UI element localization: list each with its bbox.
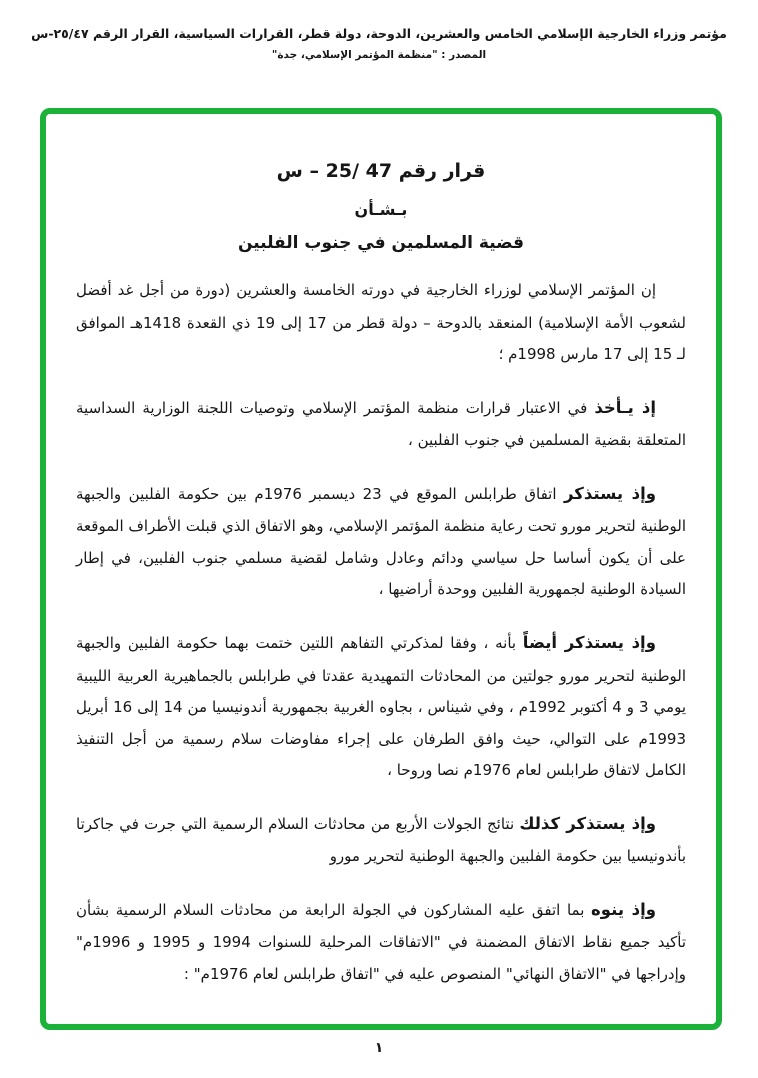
clause-text-5: نتائج الجولات الأربع من محادثات السلام الرسمية التي جرت في جاكرتا بأندونيسيا بين حكومة الفلبين والجبهة الوطنية لتحرير مورو [76, 814, 686, 866]
header-source-line: مؤتمر وزراء الخارجية الإسلامي الخامس والعشرين، الدوحة، دولة قطر، القرارات السياسية، القرار الرقم ٢٥/٤٧-س [31, 26, 727, 41]
clause-lead-6: وإذ ينوه [591, 899, 656, 919]
header-publisher-line: المصدر : "منظمة المؤتمر الإسلامي، جدة" [271, 49, 487, 61]
resolution-title-suffix: – س [276, 160, 320, 182]
paragraph-clause-2 [76, 391, 686, 457]
document-header [0, 0, 758, 61]
paragraph-clause-6 [76, 893, 686, 991]
document-body [46, 114, 716, 990]
resolution-number: 25/ 47 [325, 160, 393, 182]
resolution-title-prefix: قرار رقم [398, 160, 486, 182]
resolution-title [76, 160, 686, 182]
clause-text-1: إن المؤتمر الإسلامي لوزراء الخارجية في دورته الخامسة والعشرين (دورة من أجل غد أفضل لشعوب الأمة الإسلامية) المنعقد بالدوحة – دولة قطر من 17 إلى 19 ذي القعدة 1418هـ الموافق لـ 15 إلى 17 مارس 1998م ؛ [76, 281, 686, 364]
clause-lead-4: وإذ يستذكر أيضاً [522, 632, 656, 652]
paragraph-clause-4 [76, 626, 686, 787]
clause-lead-5: وإذ يستذكر كذلك [519, 813, 656, 833]
clause-lead-2: إذ يـأخذ [594, 397, 656, 417]
clause-text-6: بما اتفق عليه المشاركون في الجولة الرابعة من محادثات السلام الرسمية بشأن تأكيد جميع نقاط الاتفاق المضمنة في "الاتفاقات المرحلية للسنوات 1994 و 1995 و 1996م" وإدراجها في "الاتفاق النهائي" المنصوص عليه في "اتفاق طرابلس لعام 1976م" : [76, 900, 686, 983]
resolution-regarding-label: بـشـأن [354, 200, 408, 219]
paragraph-clause-3 [76, 477, 686, 606]
document-border-frame [40, 108, 722, 1030]
paragraph-preamble [76, 273, 686, 371]
clause-text-4: بأنه ، وفقا لمذكرتي التفاهم اللتين ختمت بهما حكومة الفلبين والجبهة الوطنية لتحرير مورو جولتين من المحادثات التمهيدية عقدتا في طرابلس بالجماهيرية العربية الليبية يومي 3 و 4 أكتوبر 1992م ، وفي شيناس ، بجاوه الغربية بجمهورية أندونيسيا من 14 إلى 16 أبريل 1993م على التوالي، حيث وافق الطرفان على إجراء مفاوضات سلام رسمية من أجل التنفيذ الكامل لاتفاق طرابلس لعام 1976م نصا وروحا ، [76, 633, 687, 780]
clause-lead-3: وإذ يستذكر [564, 483, 656, 503]
clause-text-2: في الاعتبار قرارات منظمة المؤتمر الإسلامي وتوصيات اللجنة الوزارية السداسية المتعلقة بقضية المسلمين في جنوب الفلبين ، [76, 398, 686, 450]
page-number: ١ [374, 1040, 384, 1056]
clause-text-3: اتفاق طرابلس الموقع في 23 ديسمبر 1976م بين حكومة الفلبين والجبهة الوطنية لتحرير مورو تحت رعاية منظمة المؤتمر الإسلامي، وهو الاتفاق الذي قبلت الأطراف الموقعة على أن يكون أساسا حل سياسي ودائم وعادل وشامل لقضية مسلمي جنوب الفلبين، في إطار السيادة الوطنية لجمهورية الفلبين ووحدة أراضيها ، [76, 484, 686, 599]
paragraph-clause-5 [76, 807, 686, 873]
resolution-subject: قضية المسلمين في جنوب الفلبين [237, 233, 525, 253]
